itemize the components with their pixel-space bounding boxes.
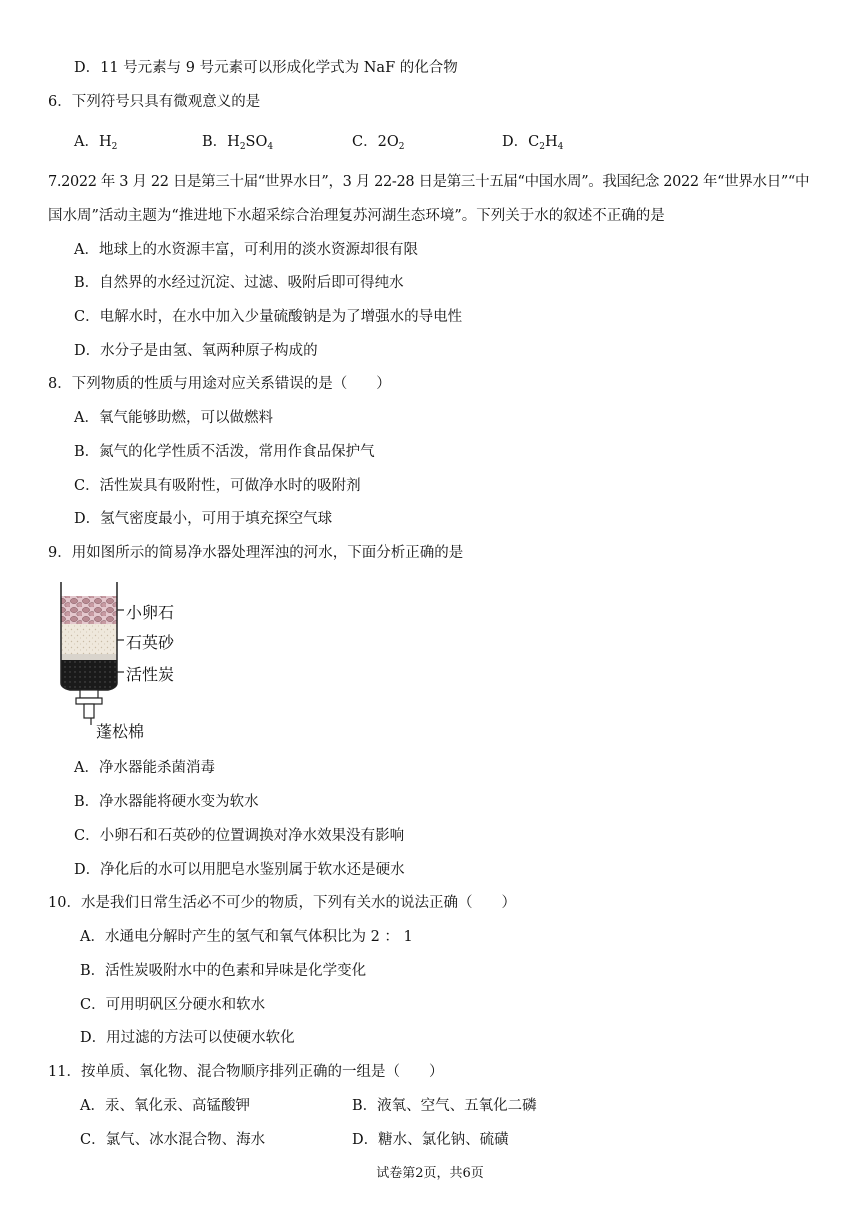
q11-option-c: C．氯气、冰水混合物、海水 bbox=[80, 1132, 266, 1148]
q10-option-d: D．用过滤的方法可以使硬水软化 bbox=[80, 1030, 295, 1046]
q6-option-c: C．$2O_2$ bbox=[352, 134, 405, 152]
q6-option-d: D．$C_2H_4$ bbox=[502, 134, 564, 152]
q10-option-c: C．可用明矾区分硬水和软水 bbox=[80, 997, 266, 1013]
q7-stem-line1: 7.2022 年 3 月 22 日是第三十届“世界水日”，3 月 22-28 日是第三十五届“中国水周”。我国纪念 2022 年“世界水日”“中 bbox=[48, 174, 810, 190]
water-purifier-diagram bbox=[58, 580, 248, 740]
label-cotton: 蓬松棉 bbox=[96, 722, 145, 741]
q7-option-a: A．地球上的水资源丰富，可利用的淡水资源却很有限 bbox=[74, 242, 418, 258]
q9-option-a: A．净水器能杀菌消毒 bbox=[74, 760, 215, 776]
q6-option-b: B．$H_2SO_4$ bbox=[202, 134, 274, 152]
q10-stem: 10．水是我们日常生活必不可少的物质，下列有关水的说法正确（ ） bbox=[48, 895, 516, 911]
q8-option-a: A．氧气能够助燃，可以做燃料 bbox=[74, 410, 273, 426]
q11-stem: 11．按单质、氧化物、混合物顺序排列正确的一组是（ ） bbox=[48, 1064, 444, 1080]
q9-stem: 9．用如图所示的简易净水器处理浑浊的河水，下面分析正确的是 bbox=[48, 545, 464, 561]
outlet-valve bbox=[80, 690, 98, 698]
q6-options bbox=[0, 132, 860, 156]
q11-option-a: A．汞、氧化汞、高锰酸钾 bbox=[80, 1098, 250, 1114]
q10-option-b: B．活性炭吸附水中的色素和异味是化学变化 bbox=[80, 963, 367, 979]
label-activated-carbon: 活性炭 bbox=[126, 665, 175, 684]
q6-option-a: A．$H_2$ bbox=[74, 134, 118, 152]
q10-option-a: A．水通电分解时产生的氢气和氧气体积比为 2 ： 1 bbox=[80, 929, 413, 945]
sand-layer bbox=[61, 624, 117, 654]
page-footer: 试卷第2页，共6页 bbox=[376, 1166, 484, 1181]
label-pebbles: 小卵石 bbox=[126, 603, 175, 622]
q7-stem-line2: 国水周”活动主题为“推进地下水超采综合治理复苏河湖生态环境”。下列关于水的叙述不正确的是 bbox=[48, 208, 665, 224]
q8-option-d: D．氢气密度最小，可用于填充探空气球 bbox=[74, 511, 333, 527]
q6-stem: 6．下列符号只具有微观意义的是 bbox=[48, 94, 261, 110]
q5-option-d: D．11 号元素与 9 号元素可以形成化学式为 NaF 的化合物 bbox=[74, 60, 458, 76]
q9-option-b: B．净水器能将硬水变为软水 bbox=[74, 794, 259, 810]
label-quartz-sand: 石英砂 bbox=[126, 633, 175, 652]
q8-option-c: C．活性炭具有吸附性，可做净水时的吸附剂 bbox=[74, 478, 361, 494]
q9-option-d: D．净化后的水可以用肥皂水鉴别属于软水还是硬水 bbox=[74, 862, 405, 878]
carbon-layer bbox=[61, 660, 117, 690]
cotton-layer bbox=[61, 654, 117, 660]
q7-option-b: B．自然界的水经过沉淀、过滤、吸附后即可得纯水 bbox=[74, 275, 404, 291]
q9-option-c: C．小卵石和石英砂的位置调换对净水效果没有影响 bbox=[74, 828, 405, 844]
q7-option-c: C．电解水时，在水中加入少量硫酸钠是为了增强水的导电性 bbox=[74, 309, 463, 325]
q7-option-d: D．水分子是由氢、氧两种原子构成的 bbox=[74, 343, 318, 359]
q11-option-d: D．糖水、氯化钠、硫磺 bbox=[352, 1132, 509, 1148]
q8-stem: 8．下列物质的性质与用途对应关系错误的是（ ） bbox=[48, 376, 391, 392]
q11-option-b: B．液氧、空气、五氧化二磷 bbox=[352, 1098, 537, 1114]
q8-option-b: B．氮气的化学性质不活泼，常用作食品保护气 bbox=[74, 444, 375, 460]
pebble-layer bbox=[61, 596, 117, 624]
